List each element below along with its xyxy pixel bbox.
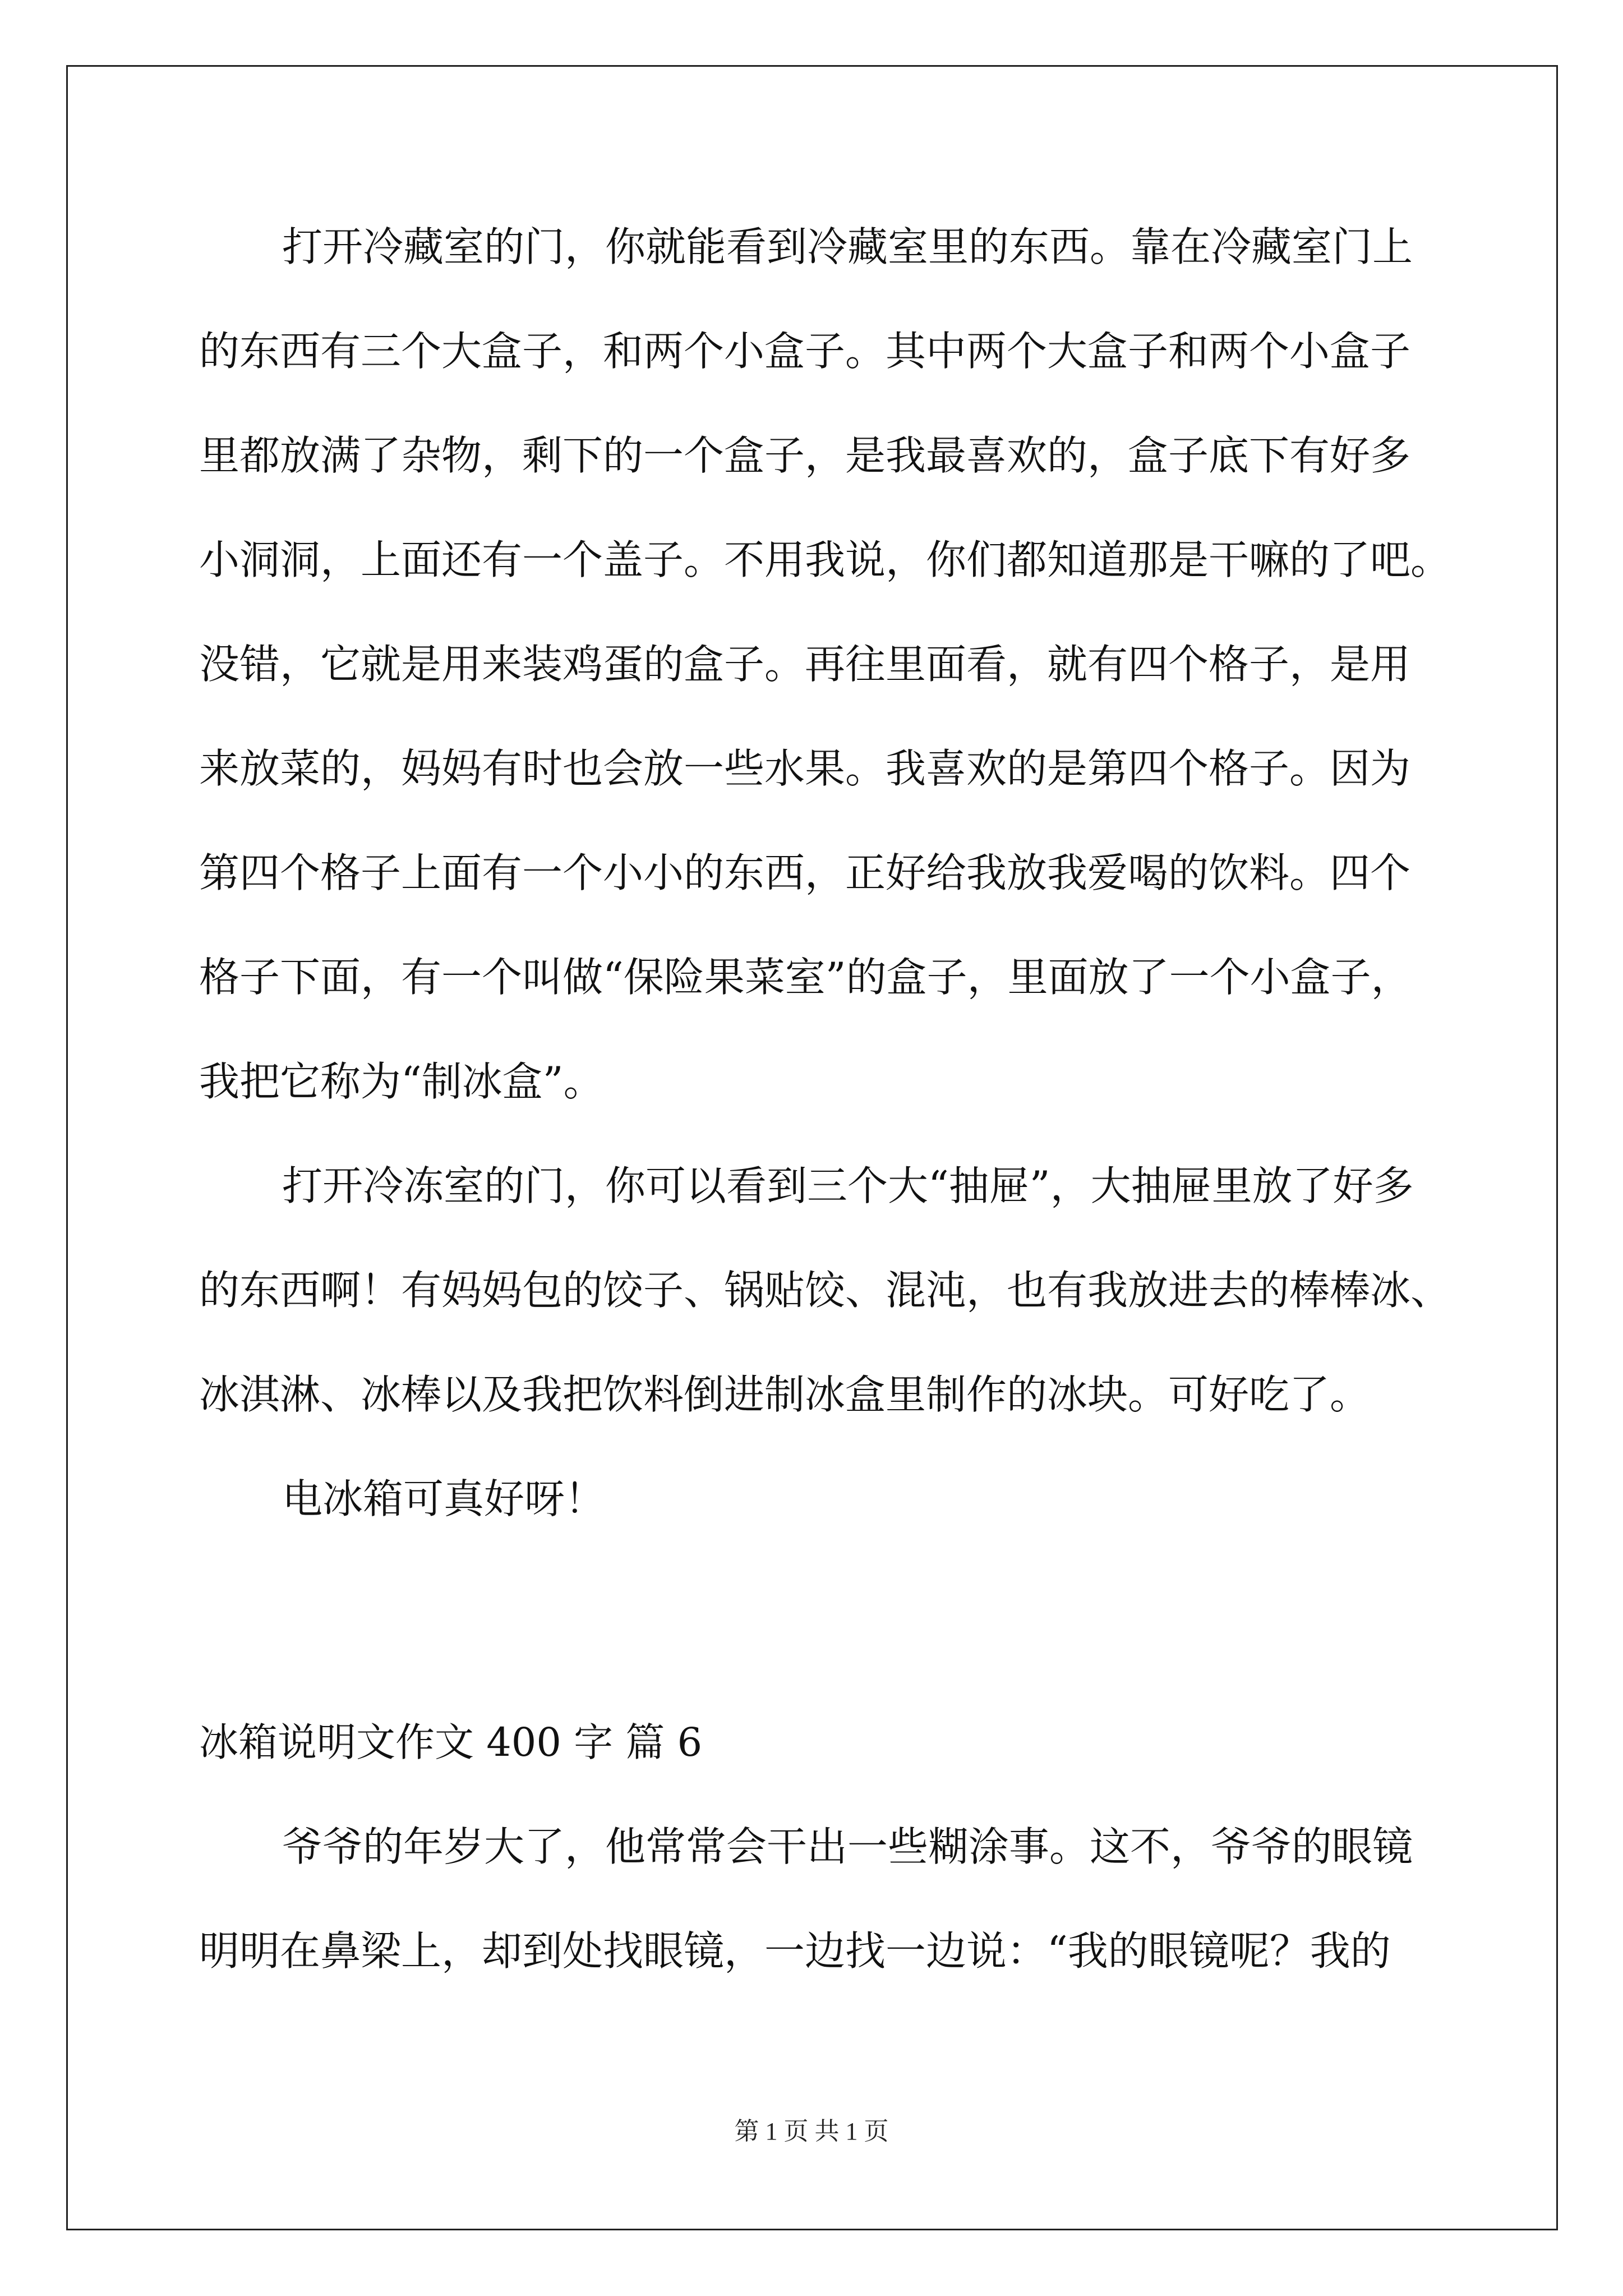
section-paragraph-line-2: 明明在鼻梁上，却到处找眼镜，一边找一边说：“我的眼镜呢？我的: [199, 1927, 1391, 1975]
paragraph-1-line-7: 第四个格子上面有一个小小的东西，正好给我放我爱喝的饮料。四个: [199, 849, 1411, 896]
paragraph-1-line-9: 我把它称为“制冰盒”。: [199, 1058, 604, 1105]
paragraph-1-line-6: 来放菜的，妈妈有时也会放一些水果。我喜欢的是第四个格子。因为: [199, 745, 1411, 792]
paragraph-1-line-2: 的东西有三个大盒子，和两个小盒子。其中两个大盒子和两个小盒子: [199, 328, 1411, 375]
page-footer: 第 1 页 共 1 页: [734, 2118, 889, 2145]
paragraph-1-line-1: 打开冷藏室的门，你就能看到冷藏室里的东西。靠在冷藏室门上: [282, 223, 1413, 270]
paragraph-1-line-3: 里都放满了杂物，剩下的一个盒子，是我最喜欢的，盒子底下有好多: [199, 432, 1411, 479]
paragraph-1-line-4: 小洞洞，上面还有一个盖子。不用我说，你们都知道那是干嘛的了吧。: [199, 536, 1451, 583]
paragraph-2-line-2: 的东西啊！有妈妈包的饺子、锅贴饺、混沌，也有我放进去的棒棒冰、: [199, 1267, 1451, 1314]
section-title: 冰箱说明文作文 400 字 篇 6: [199, 1719, 703, 1765]
paragraph-1-line-8: 格子下面，有一个叫做“保险果菜室”的盒子，里面放了一个小盒子，: [199, 954, 1412, 1001]
paragraph-1-line-5: 没错，它就是用来装鸡蛋的盒子。再往里面看，就有四个格子，是用: [199, 641, 1411, 688]
paragraph-3-line-1: 电冰箱可真好呀！: [282, 1475, 606, 1522]
section-paragraph-line-1: 爷爷的年岁大了，他常常会干出一些糊涂事。这不，爷爷的眼镜: [282, 1823, 1413, 1870]
paragraph-2-line-1: 打开冷冻室的门，你可以看到三个大“抽屉”，大抽屉里放了好多: [282, 1162, 1414, 1209]
paragraph-2-line-3: 冰淇淋、冰棒以及我把饮料倒进制冰盒里制作的冰块。可好吃了。: [199, 1371, 1371, 1418]
page-border: [66, 65, 1558, 2230]
